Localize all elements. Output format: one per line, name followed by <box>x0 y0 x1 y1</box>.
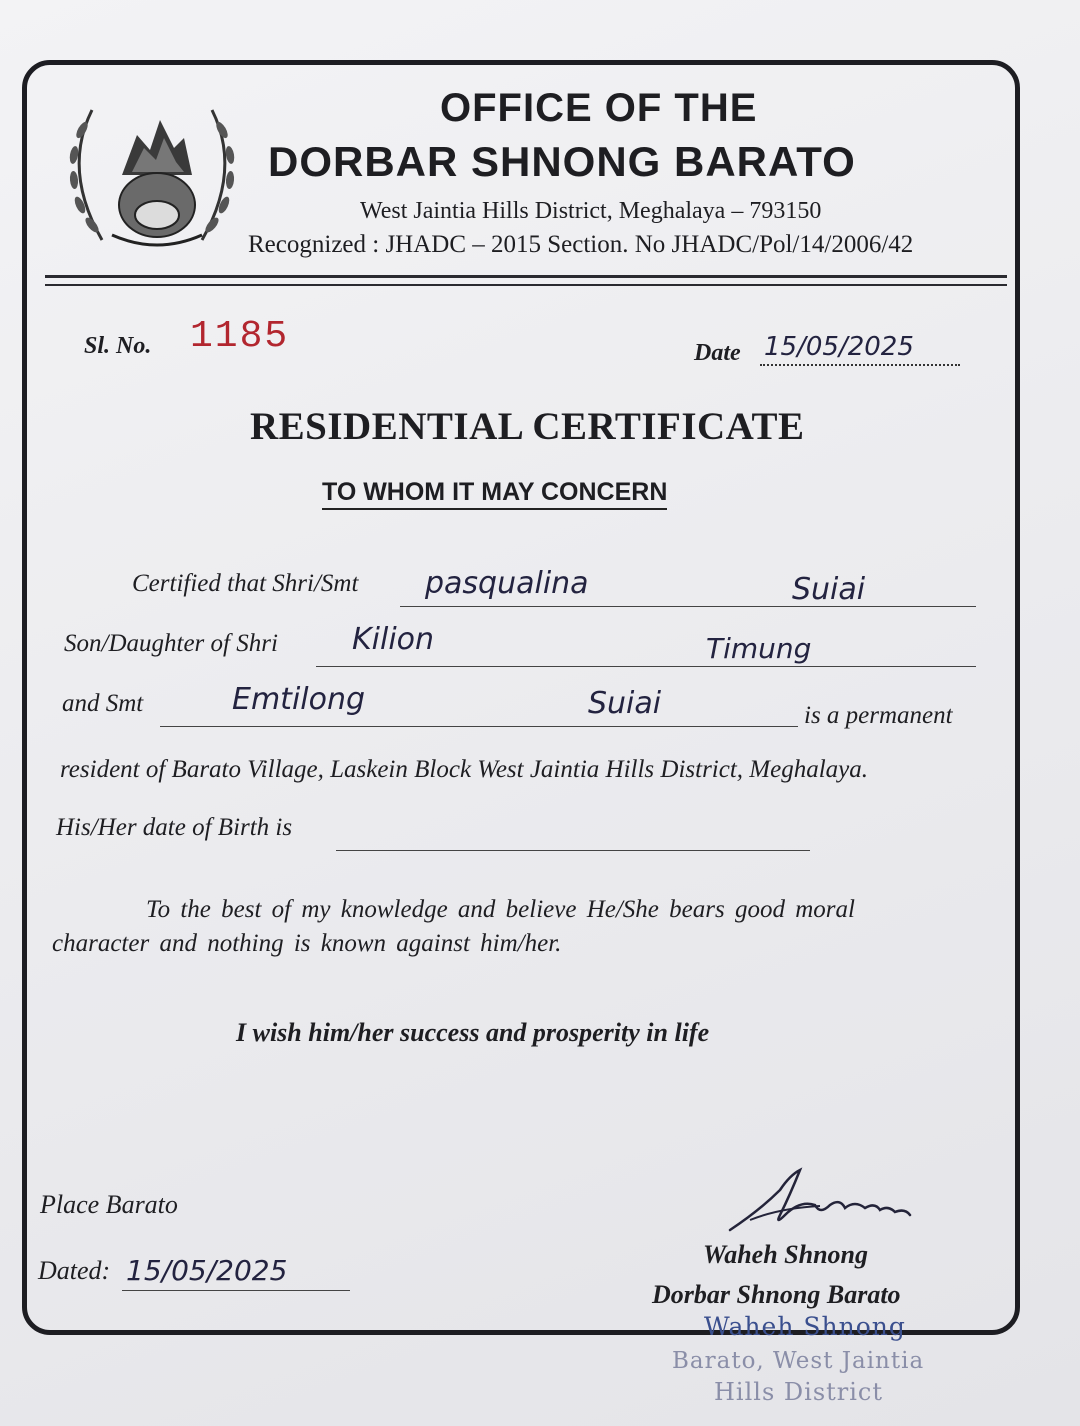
father-line <box>316 666 976 667</box>
stamp-line-3: Hills District <box>714 1378 884 1406</box>
emblem-icon <box>52 80 252 270</box>
permanent-label: is a permanent <box>804 702 953 729</box>
holder-last-name: Suiai <box>792 572 866 607</box>
mother-first-name: Emtilong <box>232 682 366 717</box>
signatory-organization: Dorbar Shnong Barato <box>652 1280 901 1309</box>
recognition-number: Recognized : JHADC – 2015 Section. No JHADC/Pol/14/2006/42 <box>248 231 914 258</box>
dated-value: 15/05/2025 <box>126 1254 288 1287</box>
office-heading: OFFICE OF THE <box>440 86 758 130</box>
header-divider-inner <box>45 284 1007 286</box>
mother-last-name: Suiai <box>588 686 662 721</box>
serial-number: 1185 <box>190 315 290 358</box>
header-divider <box>45 275 1007 278</box>
certified-label: Certified that Shri/Smt <box>132 570 359 597</box>
date-value: 15/05/2025 <box>764 332 914 362</box>
dob-line <box>336 850 810 851</box>
dated-line <box>122 1290 350 1291</box>
character-statement-line2: character and nothing is known against him/her. <box>52 930 562 957</box>
wish-statement: I wish him/her success and prosperity in life <box>236 1018 710 1047</box>
dated-label: Dated: <box>38 1256 111 1285</box>
date-label: Date <box>694 340 741 366</box>
holder-first-name: pasqualina <box>425 566 589 601</box>
date-dotted-line <box>760 364 960 366</box>
place-label: Place Barato <box>40 1190 178 1219</box>
organization-name: DORBAR SHNONG BARATO <box>268 138 856 185</box>
office-address: West Jaintia Hills District, Meghalaya – 793150 <box>360 198 822 224</box>
father-label: Son/Daughter of Shri <box>64 630 278 657</box>
father-last-name: Timung <box>706 632 812 665</box>
signature-icon <box>720 1160 920 1240</box>
stamp-line-1: Waheh Shnong <box>704 1312 906 1341</box>
father-first-name: Kilion <box>352 622 435 657</box>
residence-statement: resident of Barato Village, Laskein Block West Jaintia Hills District, Meghalaya. <box>60 756 868 783</box>
dob-label: His/Her date of Birth is <box>56 814 293 841</box>
serial-label: Sl. No. <box>84 333 152 359</box>
mother-line <box>160 726 798 727</box>
certificate-title: RESIDENTIAL CERTIFICATE <box>250 405 805 448</box>
name-line <box>400 606 976 607</box>
signatory-title: Waheh Shnong <box>703 1240 868 1269</box>
certificate-subtitle: TO WHOM IT MAY CONCERN <box>322 478 667 510</box>
character-statement-line1: To the best of my knowledge and believe He/She bears good moral <box>146 896 855 923</box>
stamp-line-2: Barato, West Jaintia <box>672 1348 925 1374</box>
mother-label: and Smt <box>62 690 144 717</box>
